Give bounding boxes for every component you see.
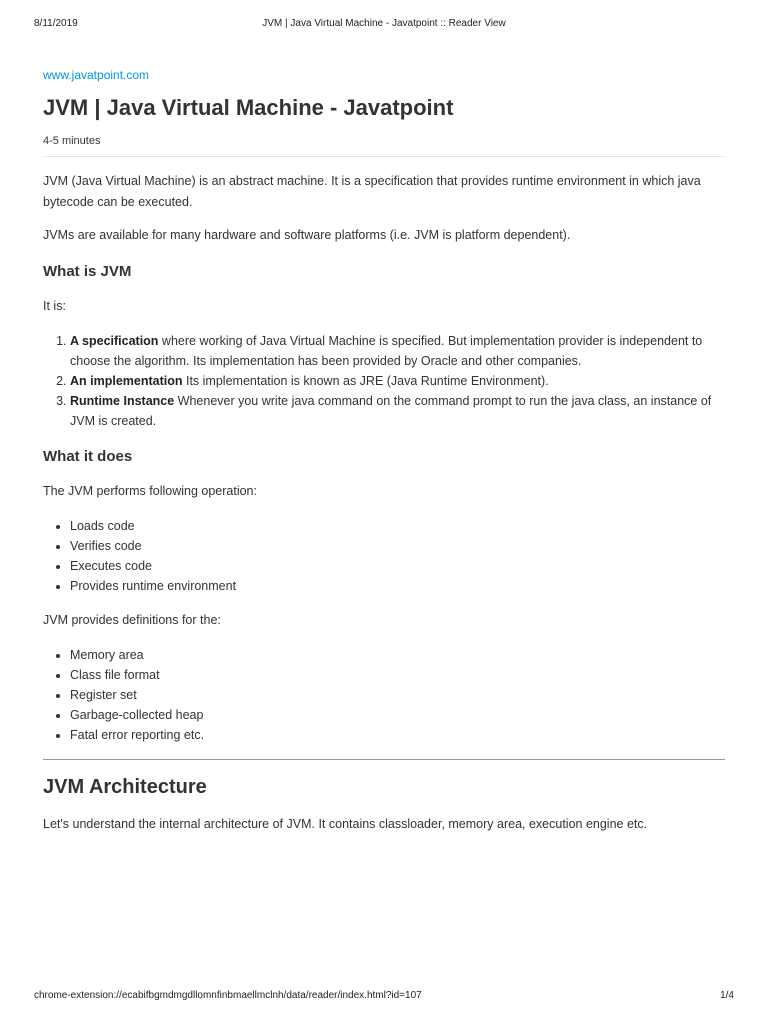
print-date: 8/11/2019 [34,18,78,29]
article-content [43,60,725,835]
operations-intro: The JVM performs following operation: [43,484,257,498]
list-item: • Garbage-collected heap [70,705,725,725]
intro-paragraph-1: JVM (Java Virtual Machine) is an abstract machine. It is a specification that provides runtime environment in which java bytecode can be executed. [43,174,701,209]
reading-time: 4-5 minutes [43,134,725,157]
definition-term: An implementation [70,374,183,388]
source-domain-link[interactable]: www.javatpoint.com [43,68,150,82]
jvm-definition-list [43,331,725,431]
list-item: • Verifies code [70,536,725,556]
article-title: JVM | Java Virtual Machine - Javatpoint [43,95,454,120]
list-item: • Class file format [70,665,725,685]
jvm-architecture-heading: JVM Architecture [43,776,207,798]
provided-definitions-list [43,645,725,745]
definition-term: A specification [70,334,159,348]
list-item: • Provides runtime environment [70,576,725,596]
list-item: • Loads code [70,516,725,536]
architecture-paragraph: Let's understand the internal architecture of JVM. It contains classloader, memory area, execution engine etc. [43,817,648,831]
definition-text: where working of Java Virtual Machine is specified. But implementation provider is independent to choose the algorithm. Its implementation has been provided by Oracle and other companies. [70,334,703,368]
what-it-does-heading: What it does [43,448,133,465]
section-divider [43,759,725,760]
definition-term: Runtime Instance [70,394,175,408]
list-item [70,331,725,371]
definitions-intro: JVM provides definitions for the: [43,613,221,627]
list-item: • Executes code [70,556,725,576]
print-footer [34,990,734,1004]
print-title: JVM | Java Virtual Machine - Javatpoint :: Reader View [262,18,506,29]
definition-text: Whenever you write java command on the command prompt to run the java class, an instance of JVM is created. [70,394,712,428]
definition-text: Its implementation is known as JRE (Java Runtime Environment). [182,374,549,388]
list-item: • Memory area [70,645,725,665]
operations-list [43,516,725,596]
list-item: • Register set [70,685,725,705]
it-is-text: It is: [43,299,66,313]
list-item [70,371,725,391]
what-is-jvm-heading: What is JVM [43,263,132,280]
print-header [34,18,734,32]
print-url: chrome-extension://ecabifbgmdmgdllomnfinbmaellmclnh/data/reader/index.html?id=107 [34,990,422,1001]
page-number: 1/4 [720,990,734,1001]
list-item: • Fatal error reporting etc. [70,725,725,745]
intro-paragraph-2: JVMs are available for many hardware and software platforms (i.e. JVM is platform dependent). [43,228,571,242]
list-item [70,391,725,431]
